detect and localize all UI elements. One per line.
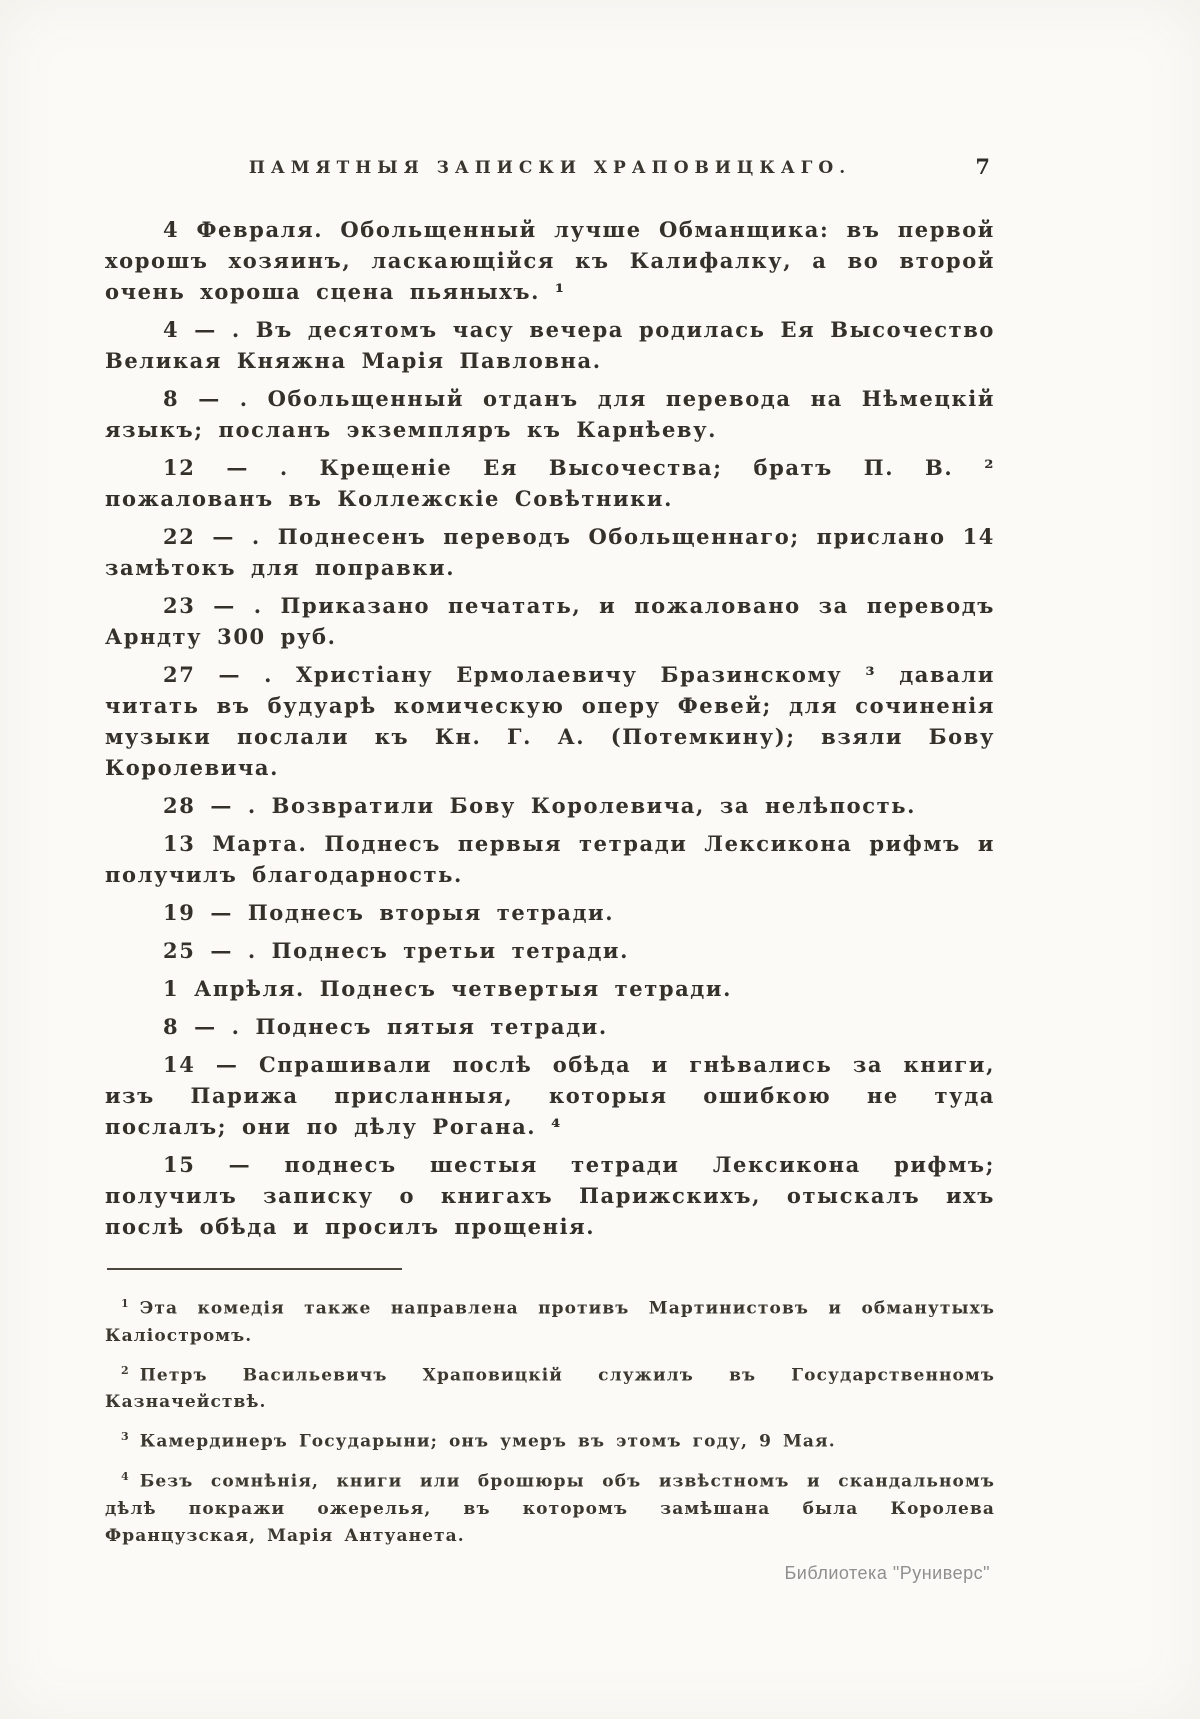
footnote-marker: 1 — [121, 1297, 130, 1310]
footnote — [105, 1290, 995, 1350]
diary-entry: 4 Февраля. Обольщенный лучше Обманщика: въ первой хорошъ хозяинъ, ласкающійся къ Калифалку, а во второй очень хороша сцена пьяныхъ. ¹ — [105, 217, 995, 304]
footnote-text: Камердинеръ Государыни; онъ умеръ въ этомъ году, 9 Мая. — [139, 1431, 836, 1452]
page-header — [105, 154, 995, 184]
diary-entry: 15 — поднесъ шестыя тетради Лексикона рифмъ; получилъ записку о книгахъ Парижскихъ, отыскалъ ихъ послѣ обѣда и просилъ прощенія. — [105, 1152, 995, 1239]
diary-entry: 12 — . Крещеніе Ея Высочества; братъ П. В. ² пожалованъ въ Коллежскіе Совѣтники. — [105, 455, 995, 511]
diary-entry: 8 — . Поднесъ пятыя тетради. — [163, 1014, 608, 1039]
diary-entry: 14 — Спрашивали послѣ обѣда и гнѣвались за книги, изъ Парижа присланныя, которыя ошибкою не туда послалъ; они по дѣлу Рогана. ⁴ — [105, 1052, 995, 1139]
running-title: ПАМЯТНЫЯ ЗАПИСКИ ХРАПОВИЦКАГО. — [248, 158, 852, 178]
footnote-marker: 3 — [121, 1430, 130, 1444]
diary-entry: 8 — . Обольщенный отданъ для перевода на Нѣмецкій языкъ; посланъ экземпляръ къ Карнѣеву. — [105, 386, 995, 442]
diary-entry: 25 — . Поднесъ третьи тетради. — [163, 938, 630, 963]
diary-entry: 28 — . Возвратили Бову Королевича, за нелѣпость. — [163, 793, 916, 818]
footnote-marker: 2 — [121, 1363, 130, 1377]
diary-entry: 1 Апрѣля. Поднесъ четвертыя тетради. — [163, 976, 732, 1001]
footnote — [105, 1423, 995, 1456]
diary-entry: 4 — . Въ десятомъ часу вечера родилась Ея Высочество Великая Княжна Марія Павловна. — [105, 317, 995, 373]
page-number: 7 — [975, 154, 991, 179]
diary-entry: 13 Марта. Поднесъ первыя тетради Лексикона рифмъ и получилъ благодарность. — [105, 831, 995, 887]
footnote-divider — [107, 1268, 402, 1270]
footnote — [105, 1357, 995, 1417]
diary-entry: 19 — Поднесъ вторыя тетради. — [163, 900, 615, 925]
diary-entry: 23 — . Приказано печатать, и пожаловано за переводъ Арндту 300 руб. — [105, 593, 995, 649]
diary-entry: 22 — . Поднесенъ переводъ Обольщеннаго; прислано 14 замѣтокъ для поправки. — [105, 524, 995, 580]
footnote-text: Безъ сомнѣнія, книги или брошюры объ извѣстномъ и скандальномъ дѣлѣ покражи ожерелья, въ которомъ замѣшана была Королева Французская, Марія Антуанета. — [105, 1471, 995, 1546]
footnote-marker: 4 — [121, 1469, 130, 1483]
diary-entries — [105, 214, 995, 1242]
diary-entry: 27 — . Христіану Ермолаевичу Бразинскому ³ давали читать въ будуарѣ комическую оперу Февей; для сочиненія музыки послали къ Кн. Г. А. (Потемкину); взяли Бову Королевича. — [105, 662, 995, 780]
footnote — [105, 1463, 995, 1550]
library-watermark: Библиотека "Руниверс" — [784, 1563, 990, 1583]
footnote-text: Петръ Васильевичъ Храповицкій служилъ въ Государственномъ Казначействѣ. — [105, 1365, 995, 1413]
footnotes-section — [105, 1290, 995, 1550]
footnote-text: Эта комедія также направлена противъ Мартинистовъ и обманутыхъ Каліостромъ. — [105, 1298, 995, 1346]
